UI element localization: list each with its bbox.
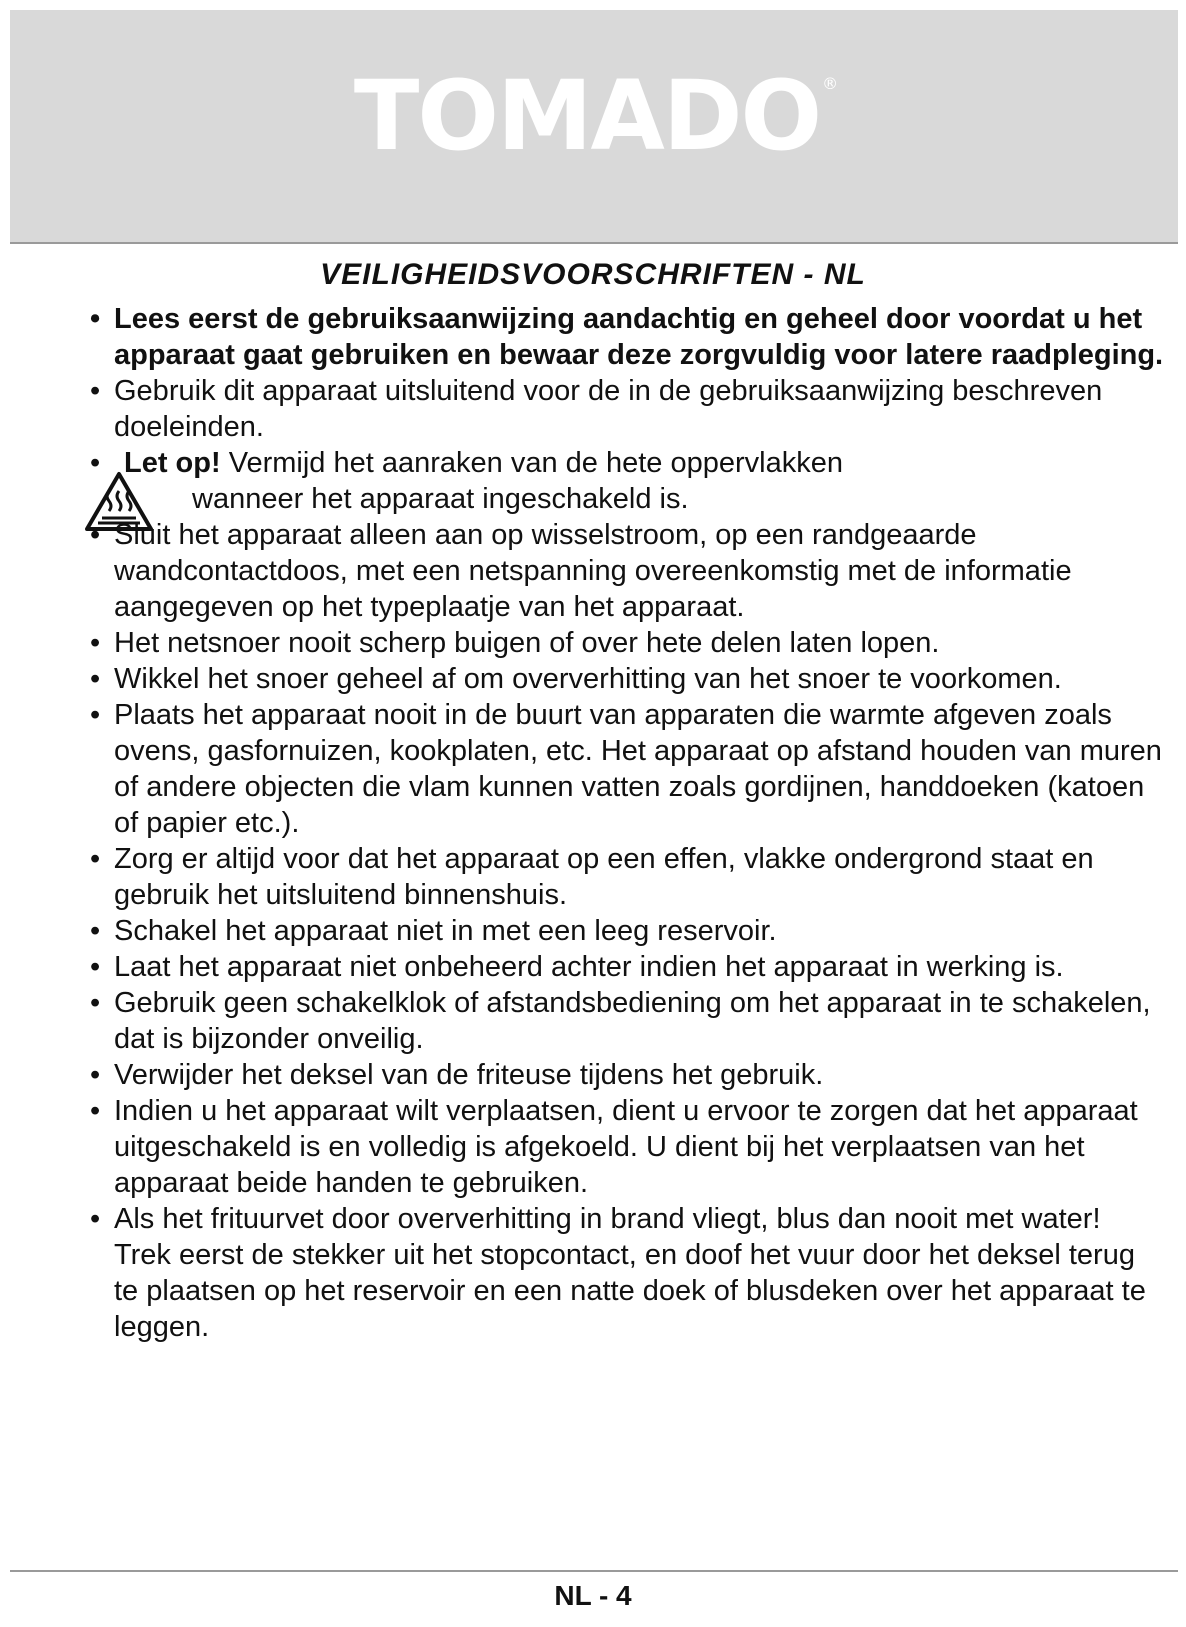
warning-text: Vermijd het aanraken van de hete oppervlakken	[228, 447, 843, 479]
brand-logo: TOMADO ®	[353, 60, 837, 172]
warning-lead: Let op!	[124, 447, 221, 479]
list-item: • Indien u het apparaat wilt verplaatsen, dient u ervoor te zorgen dat het apparaat uitgeschakeld is en volledig is afgekoeld. U dient bij het verplaatsen van het apparaat beide handen te gebruiken.	[84, 1093, 1164, 1201]
warning-text-continued: wanneer het apparaat ingeschakeld is.	[192, 483, 689, 515]
list-item: • Als het frituurvet door oververhitting in brand vliegt, blus dan nooit met water! Trek eerst de stekker uit het stopcontact, en doof het vuur door het deksel terug te plaatsen op het reservoir en een natte doek of blusdeken over het apparaat te leggen.	[84, 1201, 1164, 1345]
list-item: • Wikkel het snoer geheel af om oververhitting van het snoer te voorkomen.	[84, 661, 1164, 697]
list-item: • Laat het apparaat niet onbeheerd achter indien het apparaat in werking is.	[84, 949, 1164, 985]
list-item: • Gebruik dit apparaat uitsluitend voor de in de gebruiksaanwijzing beschreven doeleinden.	[84, 373, 1164, 445]
list-item: • Verwijder het deksel van de friteuse tijdens het gebruik.	[84, 1057, 1164, 1093]
list-item: • Plaats het apparaat nooit in de buurt van apparaten die warmte afgeven zoals ovens, gasfornuizen, kookplaten, etc. Het apparaat op afstand houden van muren of andere objecten die vlam kunnen vatten zoals gordijnen, handdoeken (katoen of papier etc.).	[84, 697, 1164, 841]
list-item: • Het netsnoer nooit scherp buigen of over hete delen laten lopen.	[84, 625, 1164, 661]
section-title: VEILIGHEIDSVOORSCHRIFTEN - NL	[320, 258, 866, 291]
list-item: • Zorg er altijd voor dat het apparaat op een effen, vlakke ondergrond staat en gebruik het uitsluitend binnenshuis.	[84, 841, 1164, 913]
list-item: • Gebruik geen schakelklok of afstandsbediening om het apparaat in te schakelen, dat is bijzonder onveilig.	[84, 985, 1164, 1057]
list-item: • Schakel het apparaat niet in met een leeg reservoir.	[84, 913, 1164, 949]
list-item: • Lees eerst de gebruiksaanwijzing aandachtig en geheel door voordat u het apparaat gaat gebruiken en bewaar deze zorgvuldig voor latere raadpleging.	[84, 301, 1164, 373]
page-number: NL - 4	[554, 1580, 632, 1611]
safety-list	[84, 301, 1164, 1345]
list-item-warning	[84, 445, 1164, 517]
header-band	[10, 10, 1178, 244]
footer-divider	[10, 1570, 1178, 1572]
list-item: • Sluit het apparaat alleen aan op wisselstroom, op een randgeaarde wandcontactdoos, met een netspanning overeenkomstig met de informatie aangegeven op het typeplaatje van het apparaat.	[84, 517, 1164, 625]
